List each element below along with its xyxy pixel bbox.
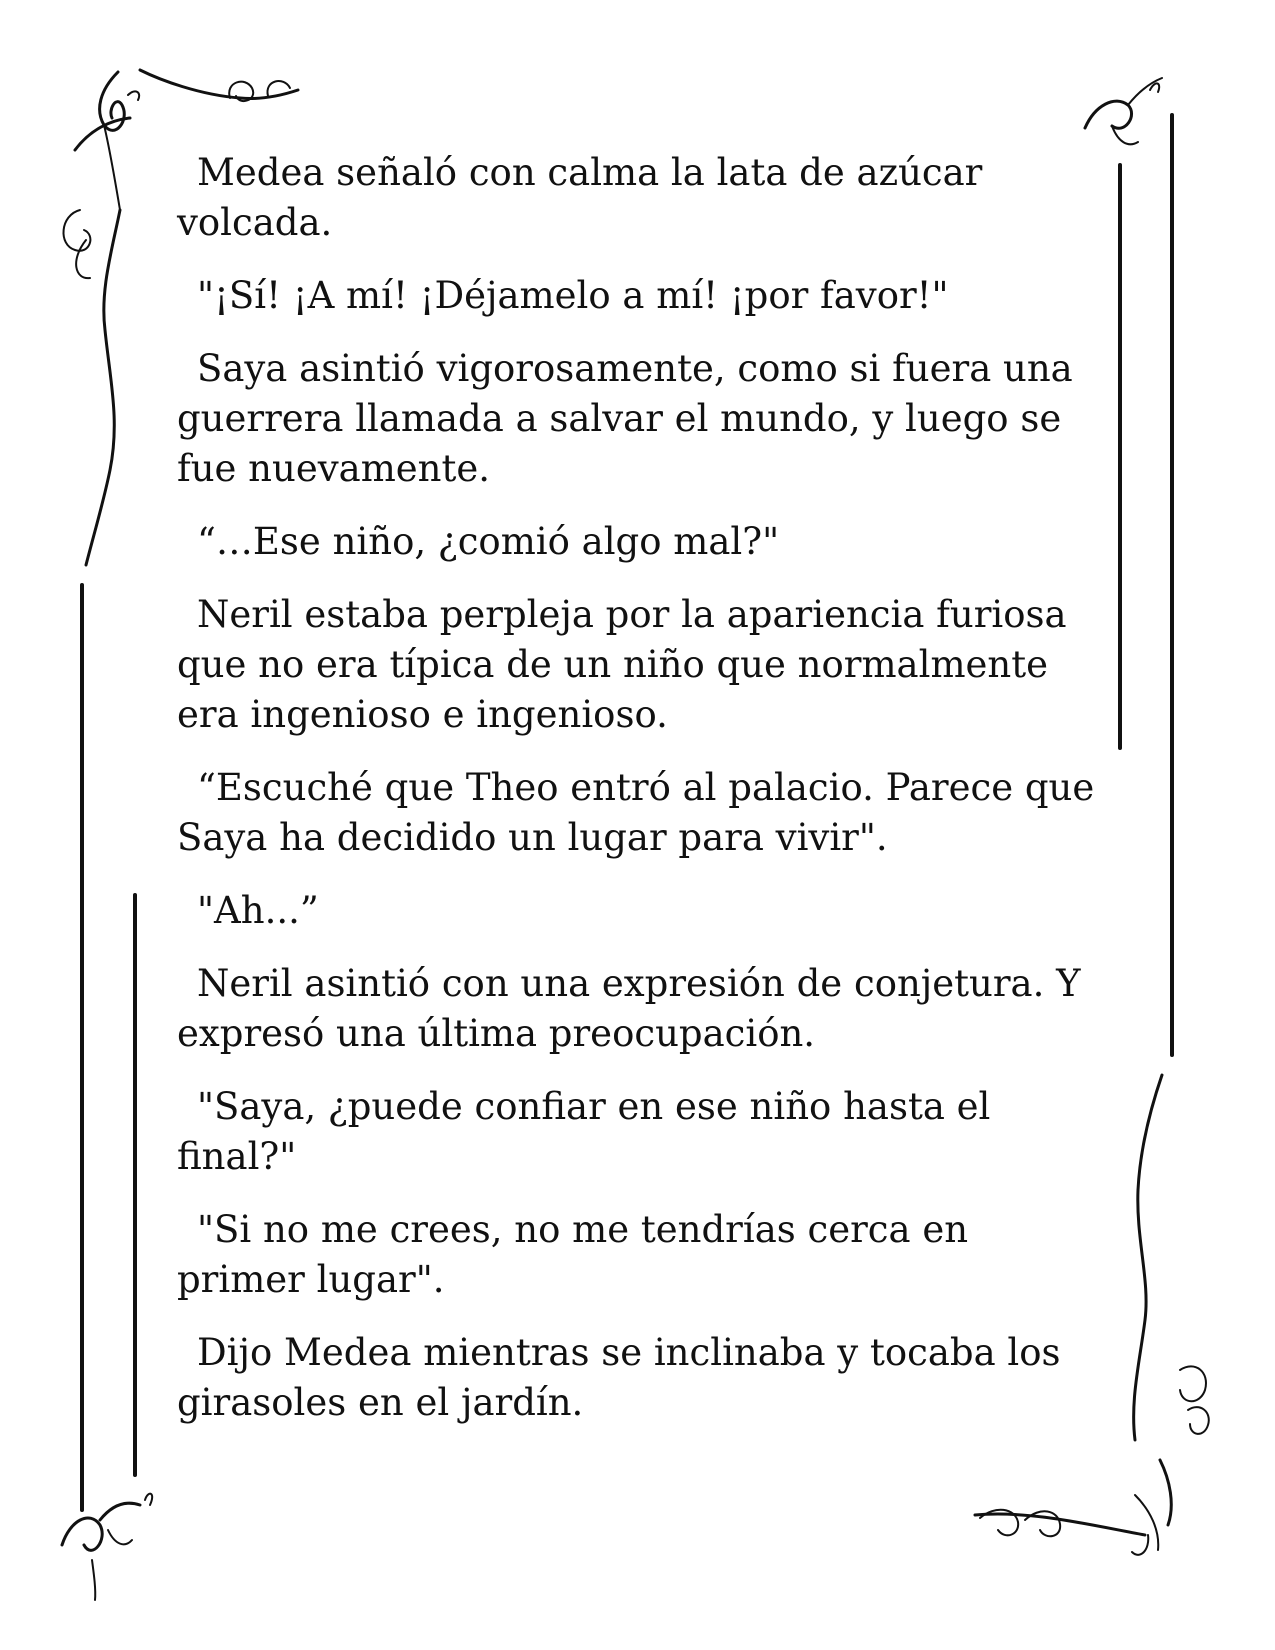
flourish-bottom-left-icon	[62, 585, 152, 1600]
text-column	[177, 148, 1097, 1451]
paragraph: "Si no me crees, no me tendrías cerca en primer lugar".	[177, 1208, 969, 1301]
flourish-top-right-icon	[1085, 78, 1172, 1055]
paragraph: "Ah...”	[197, 889, 319, 932]
paragraph: "¡Sí! ¡A mí! ¡Déjamelo a mí! ¡por favor!"	[197, 274, 949, 317]
paragraph: Neril estaba perpleja por la apariencia furiosa que no era típica de un niño que normalmente era ingenioso e ingenioso.	[177, 593, 1067, 736]
paragraph: "Saya, ¿puede confiar en ese niño hasta el final?"	[177, 1085, 991, 1178]
paragraph: Neril asintió con una expresión de conjetura. Y expresó una última preocupación.	[177, 962, 1081, 1055]
paragraph: Dijo Medea mientras se inclinaba y tocaba los girasoles en el jardín.	[177, 1331, 1061, 1424]
paragraph: Saya asintió vigorosamente, como si fuera una guerrera llamada a salvar el mundo, y luego se fue nuevamente.	[177, 347, 1073, 490]
paragraph: Medea señaló con calma la lata de azúcar volcada.	[177, 151, 983, 244]
paragraph: “Escuché que Theo entró al palacio. Parece que Saya ha decidido un lugar para vivir".	[177, 766, 1095, 859]
paragraph: “…Ese niño, ¿comió algo mal?"	[197, 520, 780, 563]
